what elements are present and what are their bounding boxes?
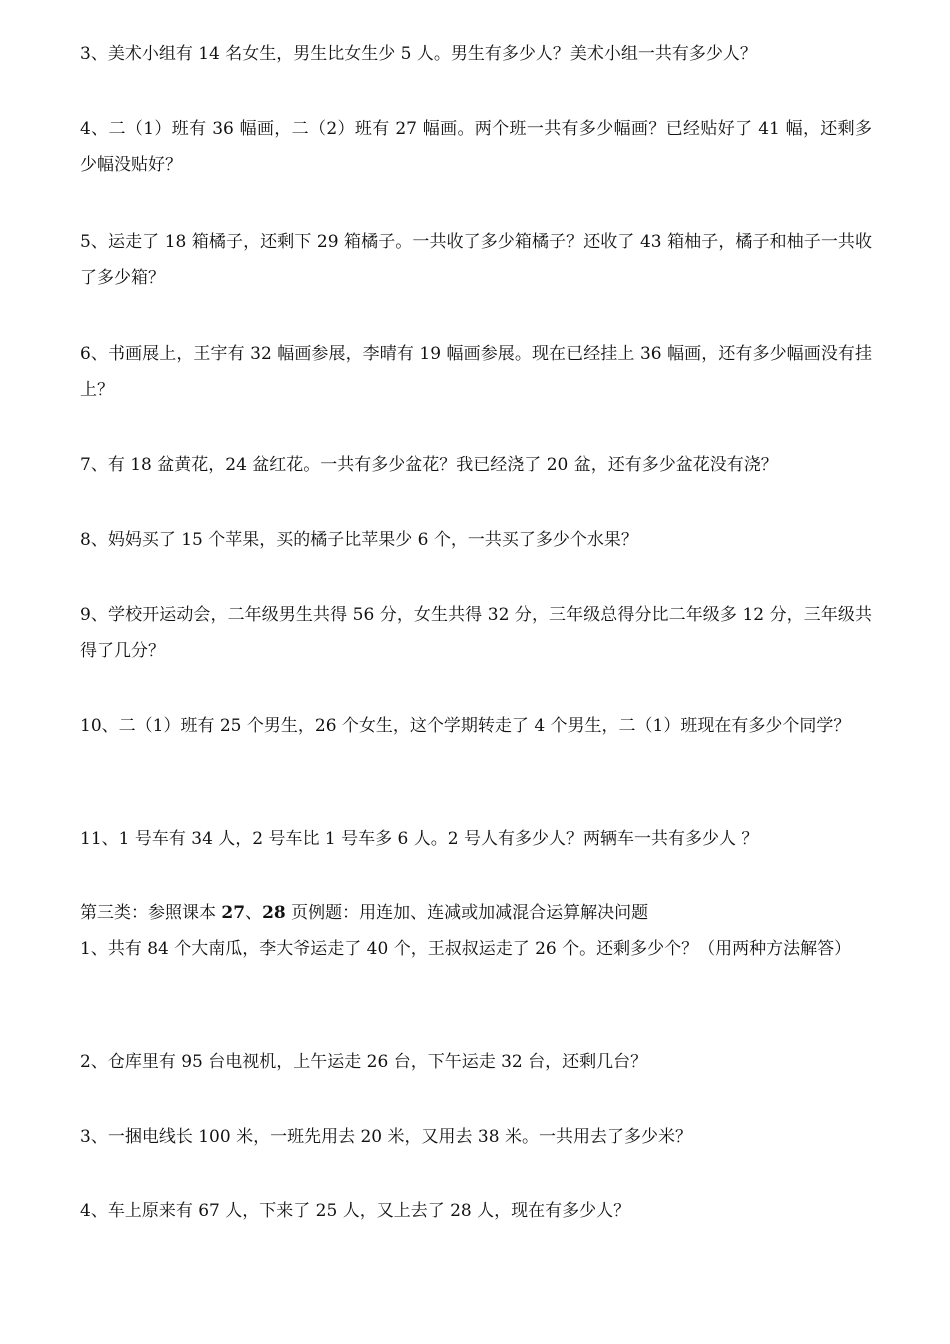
section-heading-sep: 、 <box>245 903 263 923</box>
section-heading-3 <box>80 895 872 931</box>
problem-6: 6、书画展上，王宇有 32 幅画参展，李晴有 19 幅画参展。现在已经挂上 36 幅画，还有多少幅画没有挂上？ <box>80 344 872 400</box>
section-heading-prefix: 第三类：参照课本 <box>80 903 222 923</box>
section-heading-suffix: 页例题：用连加、连减或加减混合运算解决问题 <box>285 903 649 923</box>
problem-s3-1: 1、共有 84 个大南瓜，李大爷运走了 40 个，王叔叔运走了 26 个。还剩多少个？（用两种方法解答） <box>80 939 852 959</box>
problem-3: 3、美术小组有 14 名女生，男生比女生少 5 人。男生有多少人？美术小组一共有多少人？ <box>80 44 757 64</box>
section-page-b: 28 <box>262 903 286 923</box>
problem-7: 7、有 18 盆黄花，24 盆红花。一共有多少盆花？我已经浇了 20 盆，还有多少盆花没有浇？ <box>80 455 778 475</box>
problem-5: 5、运走了 18 箱橘子，还剩下 29 箱橘子。一共收了多少箱橘子？还收了 43 箱柚子，橘子和柚子一共收了多少箱？ <box>80 232 872 288</box>
problem-8: 8、妈妈买了 15 个苹果，买的橘子比苹果少 6 个，一共买了多少个水果？ <box>80 530 638 550</box>
problem-11: 11、1 号车有 34 人，2 号车比 1 号车多 6 人。2 号人有多少人？两辆车一共有多少人 ？ <box>80 829 759 849</box>
problem-s3-4: 4、车上原来有 67 人，下来了 25 人，又上去了 28 人，现在有多少人？ <box>80 1201 631 1221</box>
problem-s3-3: 3、一捆电线长 100 米，一班先用去 20 米，又用去 38 米。一共用去了多少米？ <box>80 1127 692 1147</box>
section-page-a: 27 <box>221 903 246 923</box>
problem-4: 4、二（1）班有 36 幅画，二（2）班有 27 幅画。两个班一共有多少幅画？已经贴好了 41 幅，还剩多少幅没贴好？ <box>80 119 872 175</box>
problem-s3-2: 2、仓库里有 95 台电视机，上午运走 26 台，下午运走 32 台，还剩几台？ <box>80 1052 648 1072</box>
problem-10: 10、二（1）班有 25 个男生，26 个女生，这个学期转走了 4 个男生，二（1）班现在有多少个同学？ <box>80 716 851 736</box>
problem-9: 9、学校开运动会，二年级男生共得 56 分，女生共得 32 分，三年级总得分比二年级多 12 分，三年级共得了几分？ <box>80 605 872 661</box>
